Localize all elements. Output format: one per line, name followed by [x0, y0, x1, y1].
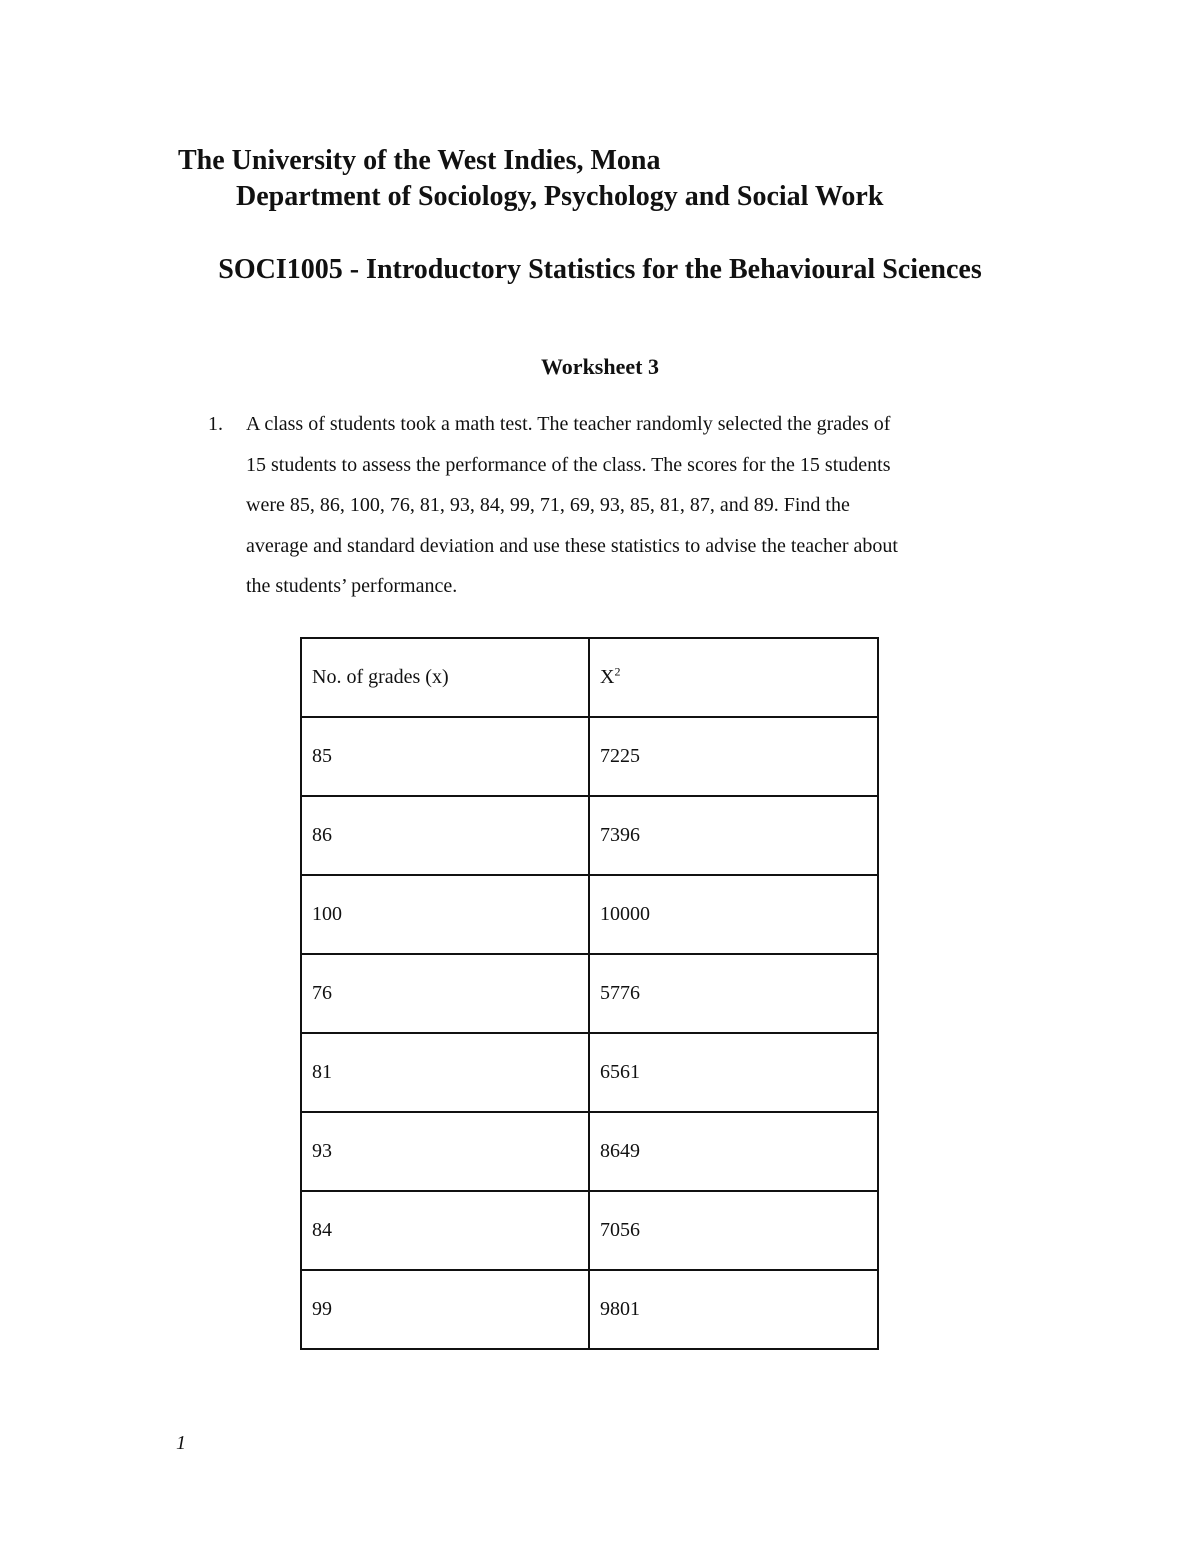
table-row: [301, 1033, 878, 1112]
question-1: [208, 404, 1038, 607]
question-line: the students’ performance.: [246, 575, 458, 598]
cell-grade: 93: [301, 1112, 589, 1191]
cell-grade-squared: 7225: [589, 717, 878, 796]
cell-grade-squared: 5776: [589, 954, 878, 1033]
cell-grade-squared: 6561: [589, 1033, 878, 1112]
question-line: average and standard deviation and use these statistics to advise the teacher about: [246, 534, 898, 557]
table-row: [301, 796, 878, 875]
university-title: The University of the West Indies, Mona: [178, 145, 661, 176]
cell-grade: 76: [301, 954, 589, 1033]
cell-grade: 81: [301, 1033, 589, 1112]
question-number: 1.: [208, 413, 223, 435]
cell-grade-squared: 7396: [589, 796, 878, 875]
cell-grade: 100: [301, 875, 589, 954]
cell-grade: 86: [301, 796, 589, 875]
worksheet-title: Worksheet 3: [541, 354, 659, 379]
header-x-squared: [589, 638, 878, 717]
table-row: [301, 717, 878, 796]
table-header-row: [301, 638, 878, 717]
course-title: SOCI1005 - Introductory Statistics for the Behavioural Sciences: [218, 254, 982, 285]
cell-grade: 99: [301, 1270, 589, 1349]
table-row: [301, 875, 878, 954]
table-row: [301, 1270, 878, 1349]
table-row: [301, 954, 878, 1033]
question-line: were 85, 86, 100, 76, 81, 93, 84, 99, 71, 69, 93, 85, 81, 87, and 89. Find the: [246, 494, 850, 517]
table-row: [301, 1112, 878, 1191]
cell-grade: 85: [301, 717, 589, 796]
question-text: [246, 404, 1038, 607]
header-x-squared-base: X: [600, 666, 615, 688]
question-line: 15 students to assess the performance of the class. The scores for the 15 students: [246, 453, 891, 476]
cell-grade-squared: 8649: [589, 1112, 878, 1191]
header-x-squared-exponent: 2: [614, 664, 621, 679]
question-line: A class of students took a math test. The teacher randomly selected the grades of: [246, 413, 891, 435]
cell-grade-squared: 7056: [589, 1191, 878, 1270]
grades-table: [300, 637, 879, 1350]
table-row: [301, 1191, 878, 1270]
department-title: Department of Sociology, Psychology and Social Work: [236, 181, 884, 212]
page-number: 1: [176, 1432, 186, 1454]
cell-grade-squared: 10000: [589, 875, 878, 954]
cell-grade-squared: 9801: [589, 1270, 878, 1349]
header-grades-x: No. of grades (x): [301, 638, 589, 717]
cell-grade: 84: [301, 1191, 589, 1270]
